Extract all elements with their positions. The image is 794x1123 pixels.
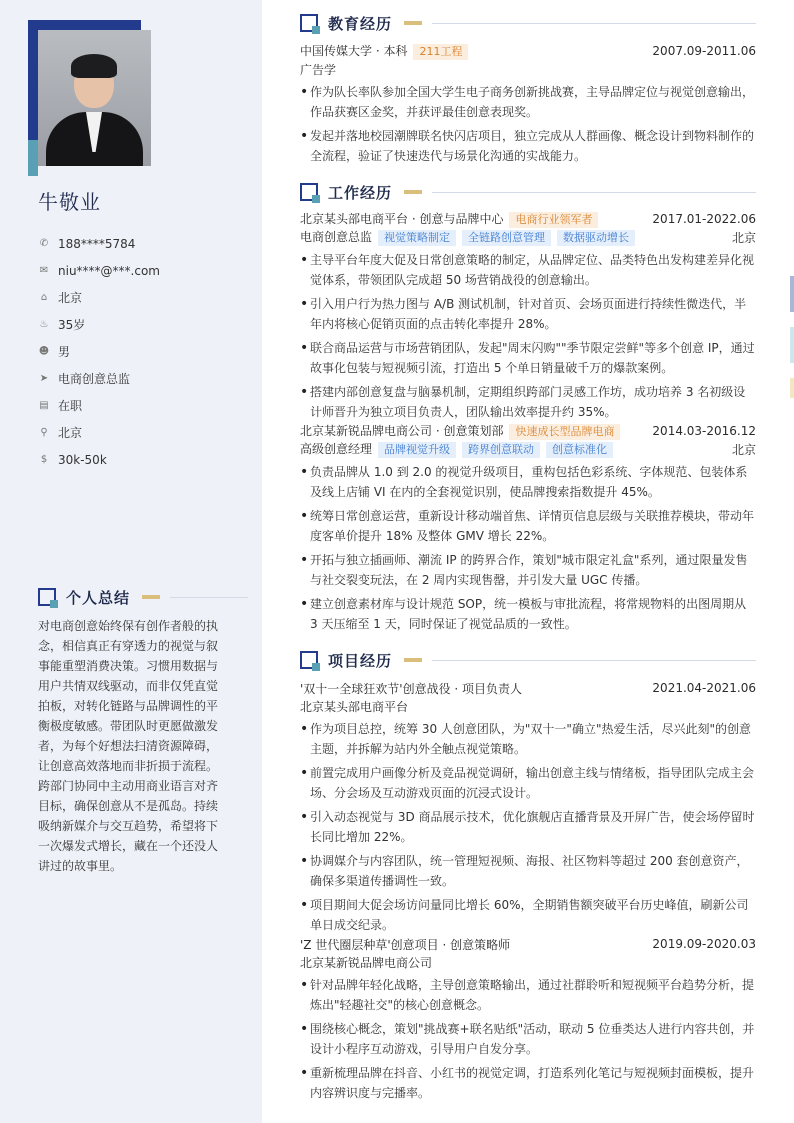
info-row bbox=[38, 338, 248, 365]
job-bullets bbox=[300, 250, 756, 422]
bullet-item: • 作为项目总控，统筹 30 人创意团队，为"双十一"确立"热爱生活，尽兴此刻"的创意主题，并拆解为站内外全触点视觉策略。 bbox=[300, 719, 756, 759]
education-date: 2007.09-2011.06 bbox=[652, 44, 756, 58]
job-role: 高级创意经理 bbox=[300, 442, 373, 456]
company-tag: 电商行业领军者 bbox=[509, 212, 598, 228]
job-header-row bbox=[300, 422, 756, 440]
job-entry bbox=[300, 210, 756, 422]
skill-tag: 创意标准化 bbox=[546, 442, 613, 458]
job-city: 北京 bbox=[731, 230, 756, 245]
project-name: 'Z 世代圈层种草'创意项目 · 创意策略师 bbox=[300, 937, 511, 952]
skill-tag: 品牌视觉升级 bbox=[378, 442, 456, 458]
bullet-item: • 发起并落地校园潮牌联名快闪店项目，独立完成从人群画像、概念设计到物料制作的全流程，验证了快速迭代与场景化沟通的实战能力。 bbox=[300, 126, 756, 166]
skill-tag: 数据驱动增长 bbox=[557, 230, 635, 246]
info-value: 在职 bbox=[58, 399, 83, 413]
bullet-item: • 重新梳理品牌在抖音、小红书的视觉定调，打造系列化笔记与短视频封面模板，提升内容辨识度与完播率。 bbox=[300, 1063, 756, 1103]
bullet-item: • 主导平台年度大促及日常创意策略的制定，从品牌定位、品类特色出发构建差异化视觉体系，带领团队完成超 50 场营销战役的创意输出。 bbox=[300, 250, 756, 290]
job-header-row bbox=[300, 210, 756, 228]
project-bullets bbox=[300, 719, 756, 935]
school-name: 中国传媒大学 · 本科 bbox=[300, 44, 408, 58]
job-date: 2017.01-2022.06 bbox=[652, 212, 756, 226]
projects-title: 项目经历 bbox=[328, 651, 393, 670]
company-name: 北京某头部电商平台 · 创意与品牌中心 bbox=[300, 212, 504, 226]
gender-icon: ☻ bbox=[38, 346, 50, 357]
job-role-row bbox=[300, 228, 756, 246]
edge-marker bbox=[790, 327, 794, 363]
project-company-row bbox=[300, 697, 756, 715]
education-title: 教育经历 bbox=[328, 14, 393, 33]
summary-text: 对电商创意始终保有创作者般的执念，相信真正有穿透力的视觉与叙事能重塑消费决策。习惯用数据与用户共情双线驱动，而非仅凭直觉拍板，对转化链路与品牌调性的平衡极度敏感。带团队时更愿做激发者，为每个好想法扫清资源障碍，让创意高效落地而非折损于流程。跨部门协同中主动用商业语言对齐目标，确保创意从不是孤岛。持续吸纳新媒介与交互趋势，希望将下一次爆发式增长，藏在一个还没人讲过的故事里。 bbox=[38, 619, 219, 873]
project-date: 2019.09-2020.03 bbox=[652, 937, 756, 951]
info-row bbox=[38, 419, 248, 446]
info-row bbox=[38, 284, 248, 311]
briefcase-icon: ▤ bbox=[39, 400, 49, 411]
info-value: 188****5784 bbox=[58, 236, 136, 251]
project-company-row bbox=[300, 953, 756, 971]
section-square-icon bbox=[300, 651, 318, 669]
info-row bbox=[38, 392, 248, 419]
project-entry bbox=[300, 679, 756, 935]
project-bullets bbox=[300, 975, 756, 1103]
company-tag: 快速成长型品牌电商 bbox=[509, 424, 620, 440]
mail-icon: ✉ bbox=[39, 265, 49, 276]
info-value: 北京 bbox=[58, 291, 83, 305]
summary-title: 个人总结 bbox=[66, 588, 131, 607]
skill-tag: 视觉策略制定 bbox=[378, 230, 456, 246]
phone-icon: ✆ bbox=[39, 238, 49, 249]
major: 广告学 bbox=[300, 62, 337, 77]
bullet-item: • 统筹日常创意运营，重新设计移动端首焦、详情页信息层级与关联推荐模块，带动年度客单价提升 18% 及整体 GMV 增长 22%。 bbox=[300, 506, 756, 546]
work-header bbox=[300, 181, 756, 203]
info-row bbox=[38, 311, 248, 338]
bullet-item: • 前置完成用户画像分析及竞品视觉调研，输出创意主线与情绪板，指导团队完成主会场、分会场及互动游戏页面的沉浸式设计。 bbox=[300, 763, 756, 803]
project-company: 北京某新锐品牌电商公司 bbox=[300, 955, 433, 970]
job-entry bbox=[300, 422, 756, 634]
info-value: 男 bbox=[58, 345, 71, 359]
salary-icon: $ bbox=[40, 454, 48, 465]
bullet-item: • 联合商品运营与市场营销团队，发起"周末闪购""季节限定尝鲜"等多个创意 IP，通过故事化包装与短视频引流，打造出 5 个单日销量破千万的爆款案例。 bbox=[300, 338, 756, 378]
info-row bbox=[38, 365, 248, 392]
projects-header bbox=[300, 649, 756, 671]
work-title: 工作经历 bbox=[328, 183, 393, 202]
job-role: 电商创意总监 bbox=[300, 230, 373, 244]
project-date: 2021.04-2021.06 bbox=[652, 681, 756, 695]
profile-photo bbox=[28, 20, 152, 166]
school-tag: 211工程 bbox=[413, 44, 468, 60]
project-entry bbox=[300, 935, 756, 1103]
skill-tag: 全链路创意管理 bbox=[462, 230, 551, 246]
education-bullets bbox=[300, 82, 756, 166]
edge-marker bbox=[790, 378, 794, 398]
info-row bbox=[38, 230, 248, 257]
company-wrap bbox=[300, 210, 598, 228]
role-wrap bbox=[300, 440, 613, 458]
job-bullets bbox=[300, 462, 756, 634]
section-square-icon bbox=[300, 183, 318, 201]
summary-header bbox=[38, 586, 248, 608]
candidate-name: 牛敬业 bbox=[38, 190, 101, 214]
home-icon: ⌂ bbox=[40, 292, 48, 303]
bullet-item: • 针对品牌年轻化战略，主导创意策略输出，通过社群聆听和短视频平台趋势分析，提炼出"轻趣社交"的核心创意概念。 bbox=[300, 975, 756, 1015]
role-wrap bbox=[300, 228, 635, 246]
edge-marker bbox=[790, 276, 794, 312]
bullet-item: • 建立创意素材库与设计规范 SOP，统一模板与审批流程，将常规物料的出图周期从 3 天压缩至 1 天，同时保证了视觉品质的一致性。 bbox=[300, 594, 756, 634]
info-value: niu****@***.com bbox=[58, 263, 160, 278]
project-company: 北京某头部电商平台 bbox=[300, 699, 409, 714]
info-value: 北京 bbox=[58, 426, 83, 440]
bullet-item: • 引入动态视觉与 3D 商品展示技术，优化旗舰店直播背景及开屏广告，使会场停留时长同比增加 22%。 bbox=[300, 807, 756, 847]
company-name: 北京某新锐品牌电商公司 · 创意策划部 bbox=[300, 424, 504, 438]
location-pin-icon: ⚲ bbox=[40, 427, 48, 438]
contact-info bbox=[38, 230, 248, 473]
bullet-item: • 项目期间大促会场访问量同比增长 60%，全期销售额突破平台历史峰值，刷新公司单日成交纪录。 bbox=[300, 895, 756, 935]
bullet-item: • 作为队长率队参加全国大学生电子商务创新挑战赛，主导品牌定位与视觉创意输出，作品获赛区金奖，并获评最佳创意表现奖。 bbox=[300, 82, 756, 122]
info-row bbox=[38, 446, 248, 473]
info-value: 电商创意总监 bbox=[58, 372, 131, 386]
education-header bbox=[300, 12, 756, 34]
bullet-item: • 开拓与独立插画师、潮流 IP 的跨界合作，策划"城市限定礼盒"系列，通过限量发售与社交裂变玩法，在 2 周内实现售罄，并引发大量 UGC 传播。 bbox=[300, 550, 756, 590]
send-icon: ➤ bbox=[39, 373, 49, 384]
bullet-item: • 搭建内部创意复盘与脑暴机制，定期组织跨部门灵感工作坊，成功培养 3 名初级设计师晋升为独立项目负责人，团队输出效率提升约 35%。 bbox=[300, 382, 756, 422]
job-date: 2014.03-2016.12 bbox=[652, 424, 756, 438]
company-wrap bbox=[300, 422, 620, 440]
bullet-item: • 引入用户行为热力图与 A/B 测试机制，针对首页、会场页面进行持续性微迭代，半年内将核心促销页面的点击转化率提升 28%。 bbox=[300, 294, 756, 334]
bullet-item: • 围绕核心概念，策划"挑战赛+联名贴纸"活动，联动 5 位垂类达人进行内容共创，并设计小程序互动游戏，引导用户自发分享。 bbox=[300, 1019, 756, 1059]
sidebar bbox=[0, 0, 262, 1123]
info-value: 30k-50k bbox=[58, 452, 107, 467]
project-name: '双十一全球狂欢节'创意战役 · 项目负责人 bbox=[300, 681, 523, 696]
bullet-item: • 负责品牌从 1.0 到 2.0 的视觉升级项目，重构包括色彩系统、字体规范、包装体系及线上店铺 VI 在内的全套视觉识别，使品牌搜索指数提升 45%。 bbox=[300, 462, 756, 502]
job-role-row bbox=[300, 440, 756, 458]
info-row bbox=[38, 257, 248, 284]
section-square-icon bbox=[300, 14, 318, 32]
skill-tag: 跨界创意联动 bbox=[462, 442, 540, 458]
section-square-icon bbox=[38, 588, 56, 606]
project-header-row bbox=[300, 679, 756, 697]
cake-icon: ♨ bbox=[39, 319, 49, 330]
job-city: 北京 bbox=[731, 442, 756, 457]
education-entry bbox=[300, 42, 756, 166]
bullet-item: • 协调媒介与内容团队，统一管理短视频、海报、社区物料等超过 200 套创意资产，确保多渠道传播调性一致。 bbox=[300, 851, 756, 891]
project-header-row bbox=[300, 935, 756, 953]
info-value: 35岁 bbox=[58, 318, 86, 332]
